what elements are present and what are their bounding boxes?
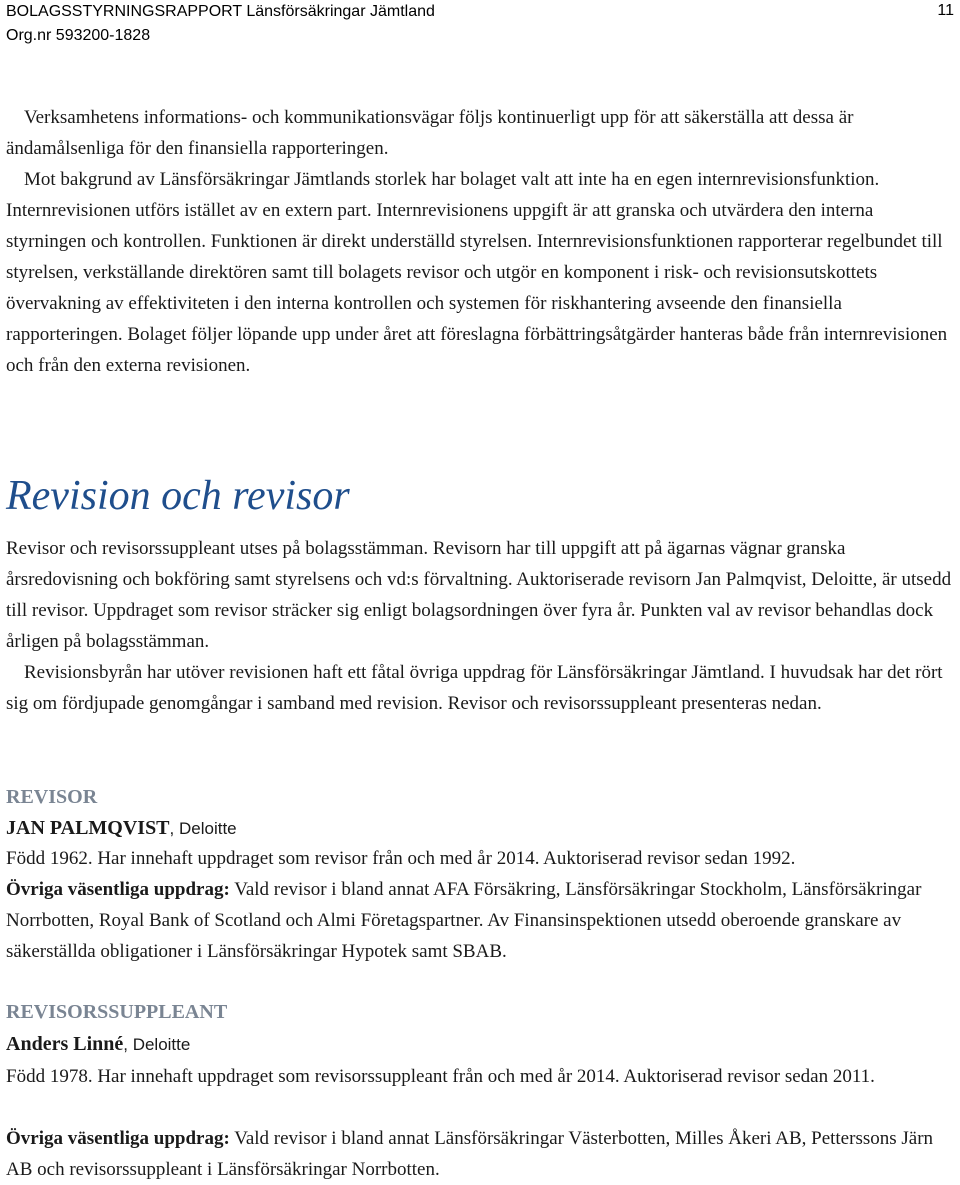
- suppleant-bio: Född 1978. Har innehaft uppdraget som revisorssuppleant från och med år 2014. Auktoriserad revisor sedan 2011.: [6, 1066, 875, 1087]
- revisor-firm: , Deloitte: [169, 819, 237, 838]
- revisor-other-text: Vald revisor i bland annat AFA Försäkring, Länsförsäkringar Stockholm, Länsförsäkringar Norrbotten, Royal Bank of Scotland och Almi Företagspartner. Av Finansinspektionen utsedd oberoende granskare av säkerställda obligationer i Länsförsäkringar Hypotek samt SBAB.: [6, 879, 922, 962]
- suppleant-firm: , Deloitte: [123, 1035, 191, 1054]
- suppleant-name-line: [6, 1030, 190, 1059]
- revisor-name: JAN PALMQVIST: [6, 817, 170, 839]
- suppleant-other-text: Vald revisor i bland annat Länsförsäkringar Västerbotten, Milles Åkeri AB, Petterssons Järn AB och revisorssuppleant i Länsförsäkringar Norrbotten.: [6, 1128, 934, 1180]
- paragraph-auditor-appointment: Revisor och revisorssuppleant utses på bolagsstämman. Revisorn har till uppgift att på ägarnas vägnar granska årsredovisning och bokföring samt styrelsens och vd:s förvaltning. Auktoriserade revisorn Jan Palmqvist, Deloitte, är utsedd till revisor. Uppdraget som revisor sträcker sig enligt bolagsordningen över fyra år. Punkten val av revisor behandlas dock årligen på bolagsstämman.: [6, 538, 952, 652]
- role-heading-revisor: REVISOR: [6, 786, 98, 808]
- paragraph-internal-audit: Mot bakgrund av Länsförsäkringar Jämtlands storlek har bolaget valt att inte ha en egen internrevisionsfunktion. Internrevisionen utförs istället av en extern part. Internrevisionens uppgift är att granska och utvärdera den interna styrningen och kontrollen. Funktionen är direkt underställd styrelsen. Internrevisionsfunktionen rapporterar regelbundet till styrelsen, verkställande direktören samt till bolagets revisor och utgör en komponent i risk- och revisionsutskottets övervakning av effektiviteten i den interna kontrollen och systemen för riskhantering avseende den finansiella rapporteringen. Bolaget följer löpande upp under året att föreslagna förbättringsåtgärder hanteras både från internrevisionen och från den externa revisionen.: [6, 169, 948, 376]
- section-heading: Revision och revisor: [6, 473, 350, 519]
- report-title: BOLAGSSTYRNINGSRAPPORT Länsförsäkringar Jämtland: [6, 3, 435, 20]
- revisor-name-line: [6, 814, 237, 843]
- suppleant-name: Anders Linné: [6, 1033, 124, 1055]
- revisor-bio: Född 1962. Har innehaft uppdraget som revisor från och med år 2014. Auktoriserad revisor sedan 1992.: [6, 848, 796, 869]
- suppleant-other-label: Övriga väsentliga uppdrag:: [6, 1128, 230, 1149]
- revisor-other-assignments: [6, 874, 956, 967]
- role-heading-suppleant: REVISORSSUPPLEANT: [6, 1001, 228, 1023]
- paragraph-communication: Verksamhetens informations- och kommunikationsvägar följs kontinuerligt upp för att säkerställa att dessa är ändamålsenliga för den finansiella rapporteringen.: [6, 107, 854, 159]
- paragraph-other-assignments: Revisionsbyrån har utöver revisionen haft ett fåtal övriga uppdrag för Länsförsäkringar Jämtland. I huvudsak har det rört sig om fördjupade genomgångar i samband med revision. Revisor och revisorssuppleant presenteras nedan.: [6, 662, 943, 714]
- suppleant-other-assignments: [6, 1123, 956, 1185]
- page-header: [6, 0, 435, 48]
- org-number: Org.nr 593200-1828: [6, 27, 151, 44]
- page-number: 11: [937, 2, 954, 19]
- revisor-other-label: Övriga väsentliga uppdrag:: [6, 879, 230, 900]
